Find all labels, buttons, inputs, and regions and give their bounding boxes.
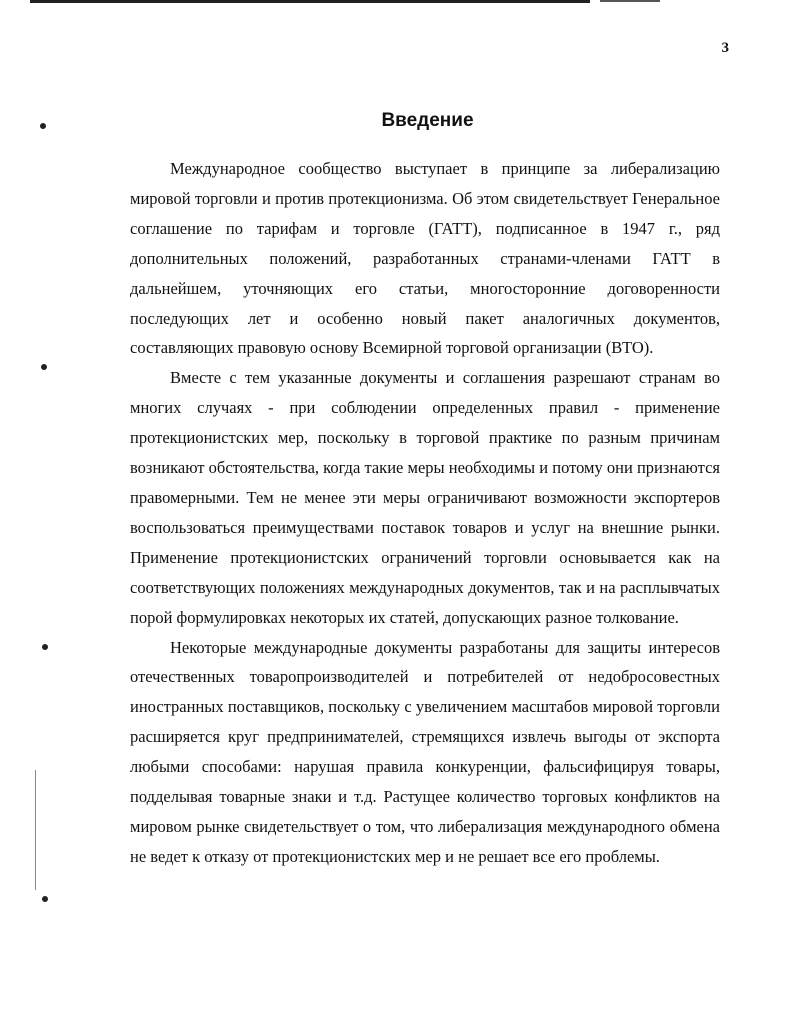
- document-body: [130, 154, 720, 872]
- page-title: Введение: [381, 110, 474, 131]
- binding-hole-mark: [42, 644, 48, 650]
- paragraph: Международное сообщество выступает в принципе за либерализацию мировой торговли и против протекционизма. Об этом свидетельствует Генеральное соглашение по тарифам и торговле (ГАТТ), подписанное в 1947 г., ряд дополнительных положений, разработанных странами-членами ГАТТ в дальнейшем, уточняющих его статьи, многосторонние договоренности последующих лет и особенно новый пакет аналогичных документов, составляющих правовую основу Всемирной торговой организации (ВТО).: [130, 159, 720, 358]
- paragraph: Некоторые международные документы разработаны для защиты интересов отечественных товаропроизводителей и потребителей от недобросовестных иностранных поставщиков, поскольку с увеличением масштабов мировой торговли расширяется круг предпринимателей, стремящихся извлечь выгоды от экспорта любыми способами: нарушая правила конкуренции, фальсифицируя товары, подделывая товарные знаки и т.д. Растущее количество торговых конфликтов на мировом рынке свидетельствует о том, что либерализация международного обмена не ведет к отказу от протекционистских мер и не решает все его проблемы.: [130, 637, 720, 866]
- binding-hole-mark: [41, 364, 47, 370]
- binding-hole-mark: [42, 896, 48, 902]
- scan-top-edge-fragment: [600, 0, 660, 2]
- paragraph: Вместе с тем указанные документы и соглашения разрешают странам во многих случаях - при соблюдении определенных правил - применение протекционистских мер, поскольку в торговой практике по разным причинам возникают обстоятельства, когда такие меры необходимы и потому они признаются правомерными. Тем не менее эти меры ограничивают возможности экспортеров воспользоваться преимуществами поставок товаров и услуг на внешние рынки. Применение протекционистских ограничений торговли основывается как на соответствующих положениях международных документов, так и на расплывчатых порой формулировках некоторых их статей, допускающих разное толкование.: [130, 368, 720, 627]
- scan-top-edge: [30, 0, 590, 3]
- page-number: 3: [721, 40, 729, 56]
- scan-margin-line: [35, 770, 36, 890]
